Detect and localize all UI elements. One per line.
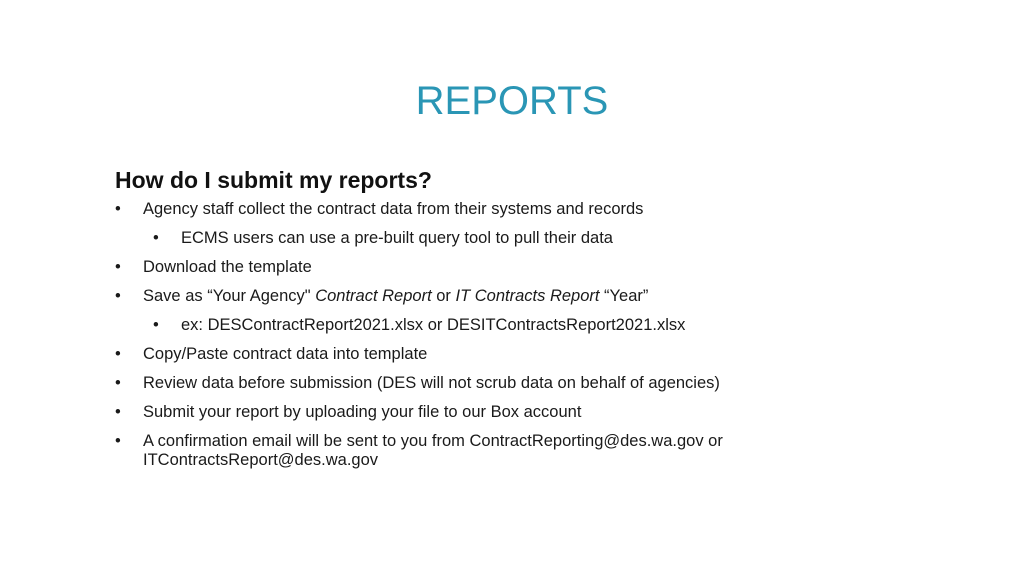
bullet-item-copy-paste (115, 345, 915, 364)
bullet-icon: • (153, 316, 159, 334)
save-as-italic-it-contracts-report: IT Contracts Report (455, 287, 600, 305)
save-as-text-2: or (431, 287, 456, 305)
bullet-item-review-data (115, 374, 915, 393)
bullet-item-download-template (115, 258, 915, 277)
bullet-icon: • (115, 200, 121, 218)
bullet-item-collect-data (115, 200, 915, 219)
bullet-text: ex: DESContractReport2021.xlsx or DESITContractsReport2021.xlsx (181, 316, 686, 334)
bullet-icon: • (153, 229, 159, 247)
slide-title: REPORTS (415, 79, 609, 123)
save-as-italic-contract-report: Contract Report (315, 287, 432, 305)
bullet-icon: • (115, 403, 121, 421)
bullet-subitem-filename-example (115, 316, 915, 335)
bullet-text: A confirmation email will be sent to you from ContractReporting@des.wa.gov or ITContractsReport@des.wa.gov (143, 432, 723, 469)
bullet-icon: • (115, 432, 121, 450)
section-heading: How do I submit my reports? (115, 167, 432, 193)
bullet-subitem-ecms-query (115, 229, 915, 248)
bullet-item-confirmation-email (115, 432, 915, 470)
bullet-list (115, 200, 915, 480)
bullet-text: Copy/Paste contract data into template (143, 345, 428, 363)
bullet-icon: • (115, 374, 121, 392)
save-as-text-1: Save as “Your Agency" (143, 287, 316, 305)
bullet-icon: • (115, 287, 121, 305)
bullet-text: Download the template (143, 258, 312, 276)
bullet-icon: • (115, 258, 121, 276)
save-as-text-3: “Year” (599, 287, 649, 305)
bullet-icon: • (115, 345, 121, 363)
bullet-item-save-as (115, 287, 915, 306)
bullet-text (143, 287, 648, 305)
bullet-text: Agency staff collect the contract data from their systems and records (143, 200, 644, 218)
bullet-text: Submit your report by uploading your file to our Box account (143, 403, 582, 421)
bullet-text: Review data before submission (DES will not scrub data on behalf of agencies) (143, 374, 720, 392)
bullet-item-submit-report (115, 403, 915, 422)
bullet-text: ECMS users can use a pre-built query tool to pull their data (181, 229, 613, 247)
